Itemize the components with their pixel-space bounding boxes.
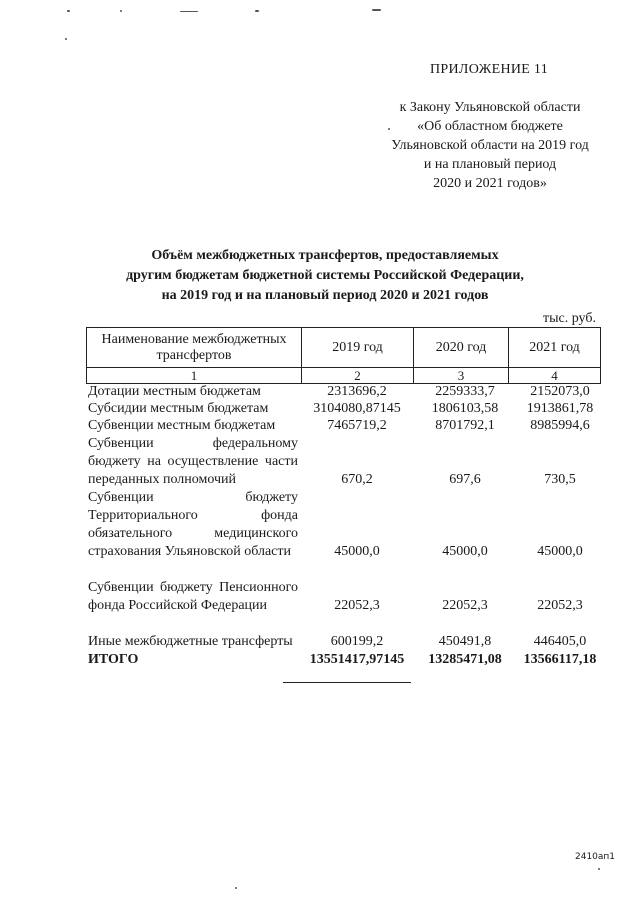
row-name: Субвенции бюджету Территориального фонда обязательного медицинского страхования Ульяновской области [88,490,298,559]
scan-speck [180,11,198,12]
header-name: Наименование межбюджетных трансфертов [87,328,302,368]
title-line: Объём межбюджетных трансфертов, предоставляемых [151,248,499,263]
value-2021: 8985994,6 [530,418,590,433]
table-header [86,327,601,384]
row-name: Субвенции федеральному бюджету на осуществление части переданных полномочий [88,436,298,487]
row-name: Субвенции местным бюджетам [88,418,276,433]
value-2019: 7465719,2 [327,418,387,433]
table-row [88,401,608,418]
total-label: ИТОГО [88,652,139,667]
value-2019: 45000,0 [334,544,380,559]
value-2019: 600199,2 [330,634,384,649]
value-2020: 45000,0 [442,544,488,559]
value-2021: 45000,0 [537,544,583,559]
table-body [88,384,608,669]
scan-speck [67,10,70,12]
column-number: 3 [414,368,509,384]
value-2021: 1913861,78 [526,401,594,416]
value-2020: 697,6 [449,472,481,487]
total-2020: 13285471,08 [428,652,502,667]
law-line: 2020 и 2021 годов» [433,176,547,191]
value-2019: 670,2 [341,472,373,487]
appendix-label: ПРИЛОЖЕНИЕ 11 [430,62,549,77]
scan-speck [65,38,67,40]
value-2019: 22052,3 [334,598,380,613]
title-line: на 2019 год и на плановый период 2020 и 2021 годов [161,288,489,303]
value-2021: 2152073,0 [530,384,590,399]
scan-speck [372,9,381,11]
law-line: Ульяновской области на 2019 год [391,138,589,153]
scan-speck [598,868,600,870]
end-rule [283,682,411,683]
row-name: Дотации местным бюджетам [88,384,261,399]
column-number: 2 [302,368,414,384]
header-2021: 2021 год [509,328,601,368]
value-2020: 2259333,7 [435,384,495,399]
row-name: Субвенции бюджету Пенсионного фонда Российской Федерации [88,580,298,613]
value-2021: 730,5 [544,472,576,487]
table-row [88,435,608,489]
table-row [88,384,608,401]
total-2021: 13566117,18 [523,652,597,667]
document-code: 2410ап1 [575,852,616,862]
row-name: Иные межбюджетные трансферты [88,634,293,649]
scan-speck [255,10,259,12]
total-2019: 13551417,97145 [309,652,405,667]
scan-speck [120,10,122,12]
column-number: 1 [87,368,302,384]
column-number: 4 [509,368,601,384]
table-row [88,615,608,651]
law-line: и на плановый период [423,157,557,172]
total-row [88,651,608,669]
title-line: другим бюджетам бюджетной системы Российской Федерации, [126,268,524,283]
value-2020: 450491,8 [438,634,492,649]
table-row [88,561,608,615]
law-reference [370,98,610,193]
value-2019: 3104080,87145 [313,401,401,416]
header-2019: 2019 год [302,328,414,368]
row-name: Субсидии местным бюджетам [88,401,269,416]
value-2021: 22052,3 [537,598,583,613]
law-line: «Об областном бюджете [417,119,563,134]
table-row [88,418,608,435]
value-2021: 446405,0 [533,634,587,649]
value-2020: 8701792,1 [435,418,495,433]
law-line: к Закону Ульяновской области [399,100,581,115]
value-2020: 22052,3 [442,598,488,613]
scan-speck [235,887,237,889]
document-title [90,246,560,306]
units-label: тыс. руб. [543,311,596,326]
table-row [88,489,608,561]
value-2019: 2313696,2 [327,384,387,399]
header-2020: 2020 год [414,328,509,368]
value-2020: 1806103,58 [431,401,499,416]
